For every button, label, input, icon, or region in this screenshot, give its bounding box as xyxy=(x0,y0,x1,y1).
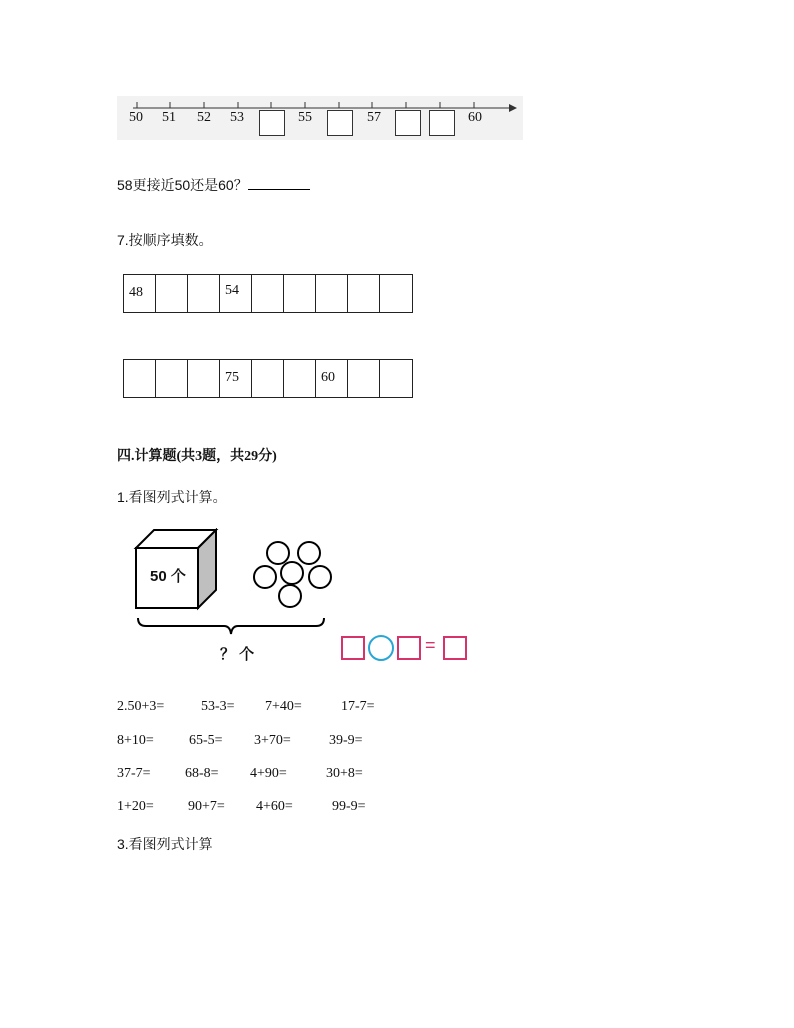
answer-box-58[interactable] xyxy=(395,110,421,136)
equation-box-2[interactable] xyxy=(397,636,421,660)
number-line-figure xyxy=(117,96,523,140)
tick-label-53: 53 xyxy=(230,110,244,125)
circles-group xyxy=(254,542,331,607)
circle xyxy=(298,542,320,564)
seq2-cell[interactable] xyxy=(284,360,316,397)
calc-item: 8+10= xyxy=(117,733,154,748)
circle xyxy=(281,562,303,584)
seq2-cell[interactable] xyxy=(348,360,380,397)
seq1-cell[interactable] xyxy=(156,275,188,312)
seq2-cell[interactable] xyxy=(188,360,220,397)
tick-label-55: 55 xyxy=(298,110,312,125)
tick-label-51: 51 xyxy=(162,110,176,125)
question-closer-text: 58更接近50还是60？ xyxy=(117,177,248,193)
calc-item: 65-5= xyxy=(189,733,223,748)
seq1-cell[interactable] xyxy=(380,275,412,312)
circle xyxy=(309,566,331,588)
brace-label: ？ 个 xyxy=(220,646,255,663)
equation-box-1[interactable] xyxy=(341,636,365,660)
seq2-cell[interactable] xyxy=(156,360,188,397)
calc-item: 53-3= xyxy=(201,699,235,714)
calc-item: 99-9= xyxy=(332,799,366,814)
seq1-cell[interactable] xyxy=(316,275,348,312)
answer-box-59[interactable] xyxy=(429,110,455,136)
tick-label-57: 57 xyxy=(367,110,381,125)
number-line-svg xyxy=(117,96,523,140)
seq2-cell[interactable]: 60 xyxy=(316,360,348,397)
seq1-cell[interactable] xyxy=(284,275,316,312)
section-4-heading: 四.计算题(共3题，共29分) xyxy=(117,449,277,464)
calc-item: 3+70= xyxy=(254,733,291,748)
operator-circle[interactable] xyxy=(368,635,394,661)
calc-item: 90+7= xyxy=(188,799,225,814)
seq1-cell[interactable]: 48 xyxy=(124,275,156,312)
calc-item: 2.50+3= xyxy=(117,699,165,714)
circle xyxy=(279,585,301,607)
circle xyxy=(267,542,289,564)
sequence-row-1 xyxy=(123,274,413,313)
calc-item: 4+90= xyxy=(250,766,287,781)
seq1-cell[interactable]: 54 xyxy=(220,275,252,312)
answer-blank[interactable] xyxy=(248,177,310,190)
sequence-row-2 xyxy=(123,359,413,398)
q1-title: 1.看图列式计算。 xyxy=(117,489,227,505)
cube-label: 50 个 xyxy=(150,568,186,585)
calc-item: 37-7= xyxy=(117,766,151,781)
answer-box-54[interactable] xyxy=(259,110,285,136)
seq2-cell[interactable] xyxy=(252,360,284,397)
seq2-cell[interactable]: 75 xyxy=(220,360,252,397)
calc-item: 7+40= xyxy=(265,699,302,714)
calc-item: 39-9= xyxy=(329,733,363,748)
seq2-cell[interactable] xyxy=(124,360,156,397)
seq1-cell[interactable] xyxy=(252,275,284,312)
calc-item: 30+8= xyxy=(326,766,363,781)
circle xyxy=(254,566,276,588)
seq2-cell[interactable] xyxy=(380,360,412,397)
calc-item: 4+60= xyxy=(256,799,293,814)
calc-item: 17-7= xyxy=(341,699,375,714)
equals-sign: = xyxy=(425,635,436,655)
q3-title: 3.看图列式计算 xyxy=(117,836,213,852)
brace xyxy=(138,618,324,634)
tick-label-52: 52 xyxy=(197,110,211,125)
calc-item: 1+20= xyxy=(117,799,154,814)
q7-title: 7.按顺序填数。 xyxy=(117,232,213,248)
tick-label-50: 50 xyxy=(129,110,143,125)
calc-item: 68-8= xyxy=(185,766,219,781)
seq1-cell[interactable] xyxy=(188,275,220,312)
question-closer xyxy=(117,175,310,195)
equation-box-result[interactable] xyxy=(443,636,467,660)
tick-label-60: 60 xyxy=(468,110,482,125)
seq1-cell[interactable] xyxy=(348,275,380,312)
answer-box-56[interactable] xyxy=(327,110,353,136)
